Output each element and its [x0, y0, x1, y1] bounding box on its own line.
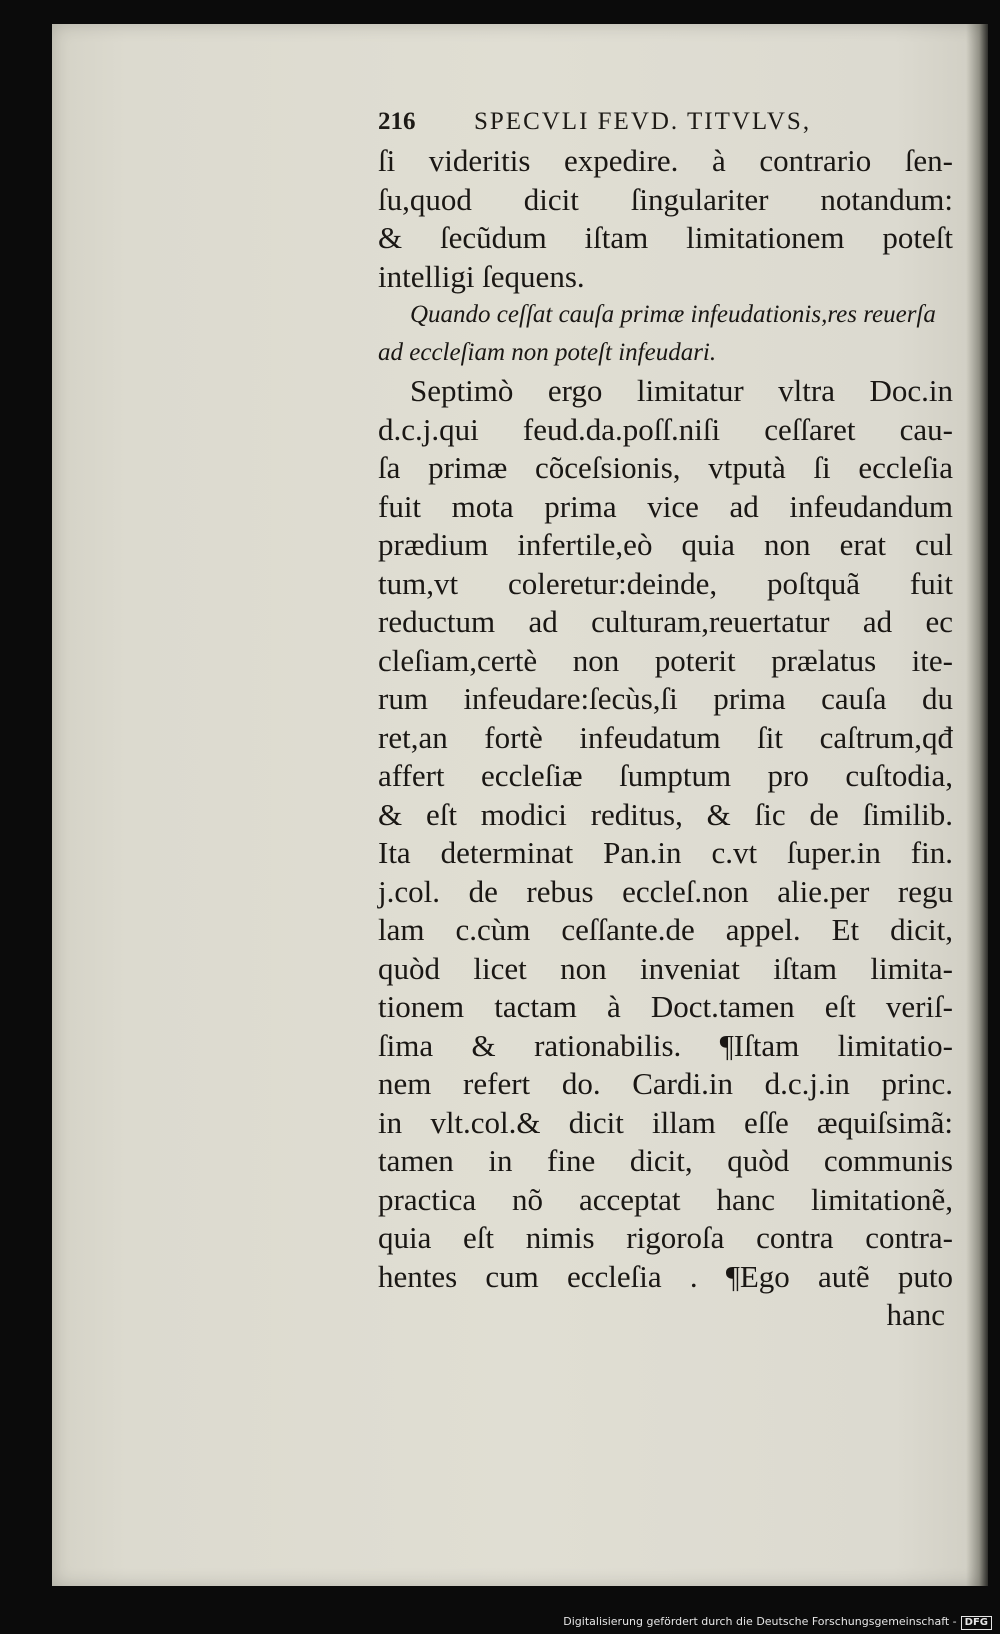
text-line: & ſecũdum iſtam limitationem poteſt — [378, 220, 953, 255]
text-line: Ita determinat Pan.in c.vt ſuper.in fin. — [378, 835, 953, 870]
text-line: ſa primæ cõceſsionis, vtputà ſi eccleſia — [378, 450, 953, 485]
text-line: tum,vt coleretur:deinde, poſtquã fuit — [378, 565, 953, 601]
text-line: ſima & rationabilis. ¶Iſtam limitatio- — [378, 1027, 953, 1063]
catchword: hanc — [886, 1297, 945, 1332]
text-block — [378, 142, 953, 1335]
text-line: affert eccleſiæ ſumptum pro cuſtodia, — [378, 758, 953, 793]
summary-note-line: Quando ceſſat cauſa primæ infeudationis,res reuerſa — [410, 301, 936, 328]
running-head — [378, 108, 878, 136]
text-line: quia eſt nimis rigoroſa contra contra- — [378, 1220, 953, 1255]
text-line: quòd licet non inveniat iſtam limita- — [378, 950, 953, 986]
running-title: SPECVLI FEVD. TITVLVS, — [474, 108, 812, 135]
text-line: ret,an fortè infeudatum ſit caſtrum,qđ — [378, 719, 953, 755]
text-line: in vlt.col.& dicit illam eſſe æquiſsimã: — [378, 1104, 953, 1140]
text-line: reductum ad culturam,reuertatur ad ec — [378, 604, 953, 639]
page-gutter-shadow — [966, 24, 988, 1586]
text-line: ſi videritis expedire. à contrario ſen- — [378, 143, 953, 178]
summary-note-line: ad eccleſiam non poteſt infeudari. — [378, 339, 717, 366]
text-line: tamen in fine dicit, quòd communis — [378, 1143, 953, 1178]
text-line: tionem tactam à Doct.tamen eſt veriſ- — [378, 989, 953, 1024]
text-line: j.col. de rebus eccleſ.non alie.per regu — [378, 873, 953, 909]
text-line: d.c.j.qui feud.da.poſſ.niſi ceſſaret cau- — [378, 411, 953, 447]
text-line: nem refert do. Cardi.in d.c.j.in princ. — [378, 1066, 953, 1101]
text-line: Septimò ergo limitatur vltra Doc.in — [410, 373, 953, 408]
text-line: intelligi ſequens. — [378, 258, 585, 294]
text-line: cleſiam,certè non poterit prælatus ite- — [378, 642, 953, 678]
text-line: & eſt modici reditus, & ſic de ſimilib. — [378, 796, 953, 832]
text-line: prædium infertile,eò quia non erat cul — [378, 527, 953, 562]
text-line: rum infeudare:ſecùs,ſi prima cauſa du — [378, 681, 953, 716]
text-line: hentes cum eccleſia . ¶Ego autẽ puto — [378, 1258, 953, 1294]
credit-text: Digitalisierung gefördert durch die Deutsche Forschungsgemeinschaft - — [563, 1615, 957, 1628]
text-line: ſu,quod dicit ſingulariter notandum: — [378, 181, 953, 217]
page-number: 216 — [378, 108, 416, 135]
text-line: practica nõ acceptat hanc limitationẽ, — [378, 1181, 953, 1217]
digitization-credit — [563, 1615, 992, 1630]
dfg-logo: DFG — [961, 1616, 992, 1630]
text-line: lam c.cùm ceſſante.de appel. Et dicit, — [378, 912, 953, 947]
text-line: fuit mota prima vice ad infeudandum — [378, 488, 953, 524]
